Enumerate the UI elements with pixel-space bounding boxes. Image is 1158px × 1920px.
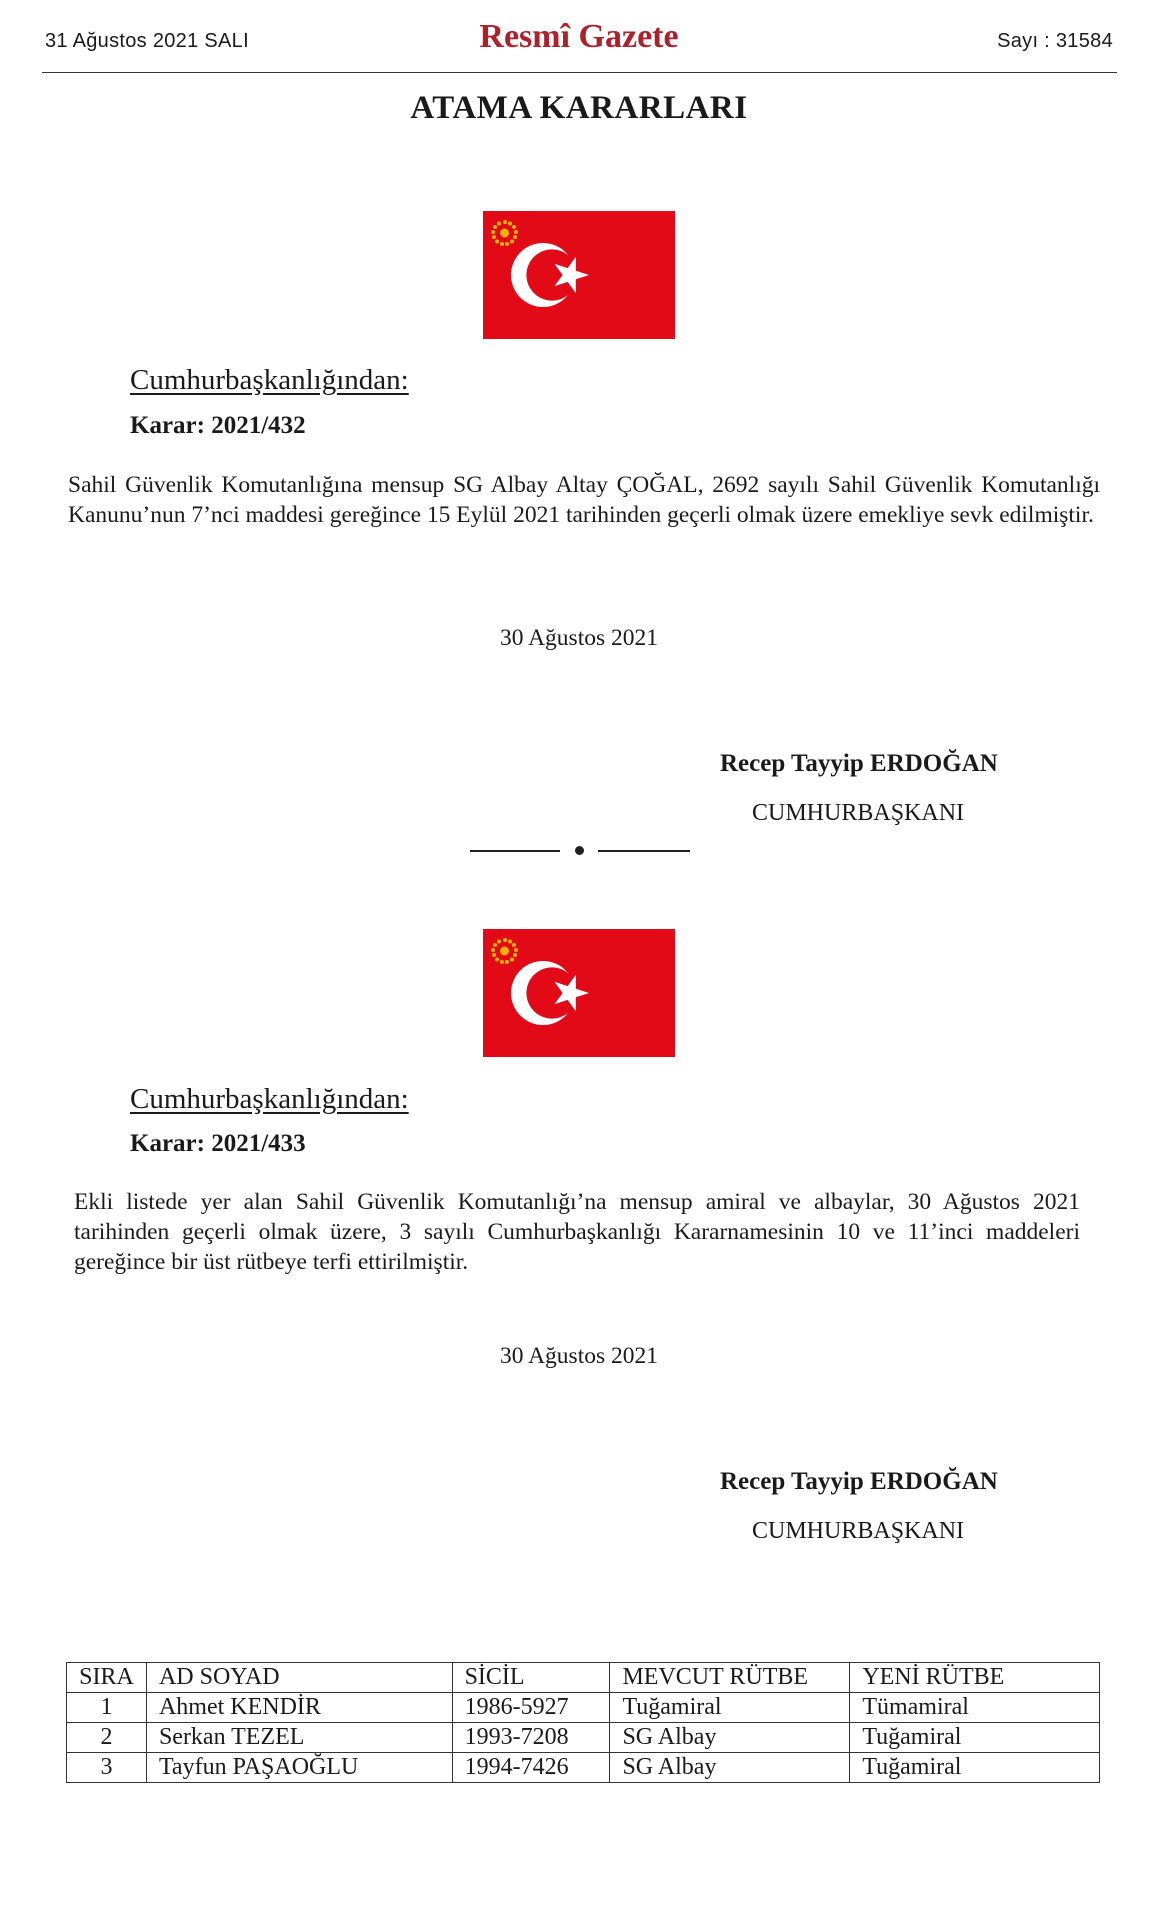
cell-sira: 1 xyxy=(67,1693,147,1723)
separator-line-right xyxy=(598,850,690,852)
cell-sira: 3 xyxy=(67,1753,147,1783)
column-header-sicil: SİCİL xyxy=(452,1663,610,1693)
column-header-ad-soyad: AD SOYAD xyxy=(146,1663,452,1693)
table-row xyxy=(67,1723,1100,1753)
cell-mevcut-rutbe: Tuğamiral xyxy=(610,1693,850,1723)
gazette-title: Resmî Gazete xyxy=(479,18,679,55)
cell-sicil: 1993-7208 xyxy=(452,1723,610,1753)
header-date: 31 Ağustos 2021 SALI xyxy=(45,30,249,52)
issuer-heading: Cumhurbaşkanlığından: xyxy=(130,364,409,396)
separator-line-left xyxy=(470,850,560,852)
cell-ad-soyad: Ahmet KENDİR xyxy=(146,1693,452,1723)
column-header-sira: SIRA xyxy=(67,1663,147,1693)
cell-mevcut-rutbe: SG Albay xyxy=(610,1753,850,1783)
column-header-mevcut-rutbe: MEVCUT RÜTBE xyxy=(610,1663,850,1693)
table-row xyxy=(67,1693,1100,1723)
table-row xyxy=(67,1753,1100,1783)
promotion-table xyxy=(66,1662,1100,1783)
cell-sira: 2 xyxy=(67,1723,147,1753)
flag-graphic xyxy=(483,929,675,1057)
decision-text: Sahil Güvenlik Komutanlığına mensup SG Albay Altay ÇOĞAL, 2692 sayılı Sahil Güvenlik Komutanlığı Kanunu’nun 7’nci maddesi gereğince 15 Eylül 2021 tarihinden geçerli olmak üzere emekliye sevk edilmiştir. xyxy=(68,472,1100,528)
column-header-yeni-rutbe: YENİ RÜTBE xyxy=(850,1663,1100,1693)
issue-number: Sayı : 31584 xyxy=(997,30,1113,52)
decision-date: 30 Ağustos 2021 xyxy=(500,1343,658,1369)
cell-ad-soyad: Serkan TEZEL xyxy=(146,1723,452,1753)
turkish-presidential-flag-icon xyxy=(483,211,675,339)
cell-sicil: 1986-5927 xyxy=(452,1693,610,1723)
cell-yeni-rutbe: Tuğamiral xyxy=(850,1753,1100,1783)
signer-title: CUMHURBAŞKANI xyxy=(752,1518,965,1544)
decree-number: Karar: 2021/433 xyxy=(130,1130,306,1157)
decision-text: Ekli listede yer alan Sahil Güvenlik Komutanlığı’na mensup amiral ve albaylar, 30 Ağustos 2021 tarihinden geçerli olmak üzere, 3 sayılı Cumhurbaşkanlığı Kararnamesinin 10 ve 11’inci maddeleri gereğince bir üst rütbeye terfi ettirilmiştir. xyxy=(74,1189,1080,1275)
decree-number: Karar: 2021/432 xyxy=(130,412,306,439)
cell-yeni-rutbe: Tuğamiral xyxy=(850,1723,1100,1753)
cell-yeni-rutbe: Tümamiral xyxy=(850,1693,1100,1723)
issuer-heading: Cumhurbaşkanlığından: xyxy=(130,1083,409,1115)
header-divider xyxy=(42,72,1117,73)
signer-title: CUMHURBAŞKANI xyxy=(752,800,965,826)
decision-date: 30 Ağustos 2021 xyxy=(500,625,658,651)
section-title: ATAMA KARARLARI xyxy=(410,90,748,126)
table-header-row xyxy=(67,1663,1100,1693)
cell-sicil: 1994-7426 xyxy=(452,1753,610,1783)
section-separator xyxy=(470,845,690,857)
signer-name: Recep Tayyip ERDOĞAN xyxy=(720,750,998,777)
signer-name: Recep Tayyip ERDOĞAN xyxy=(720,1468,998,1495)
flag-graphic xyxy=(483,211,675,339)
cell-ad-soyad: Tayfun PAŞAOĞLU xyxy=(146,1753,452,1783)
turkish-presidential-flag-icon xyxy=(483,929,675,1057)
separator-bullet-icon xyxy=(575,846,584,855)
cell-mevcut-rutbe: SG Albay xyxy=(610,1723,850,1753)
